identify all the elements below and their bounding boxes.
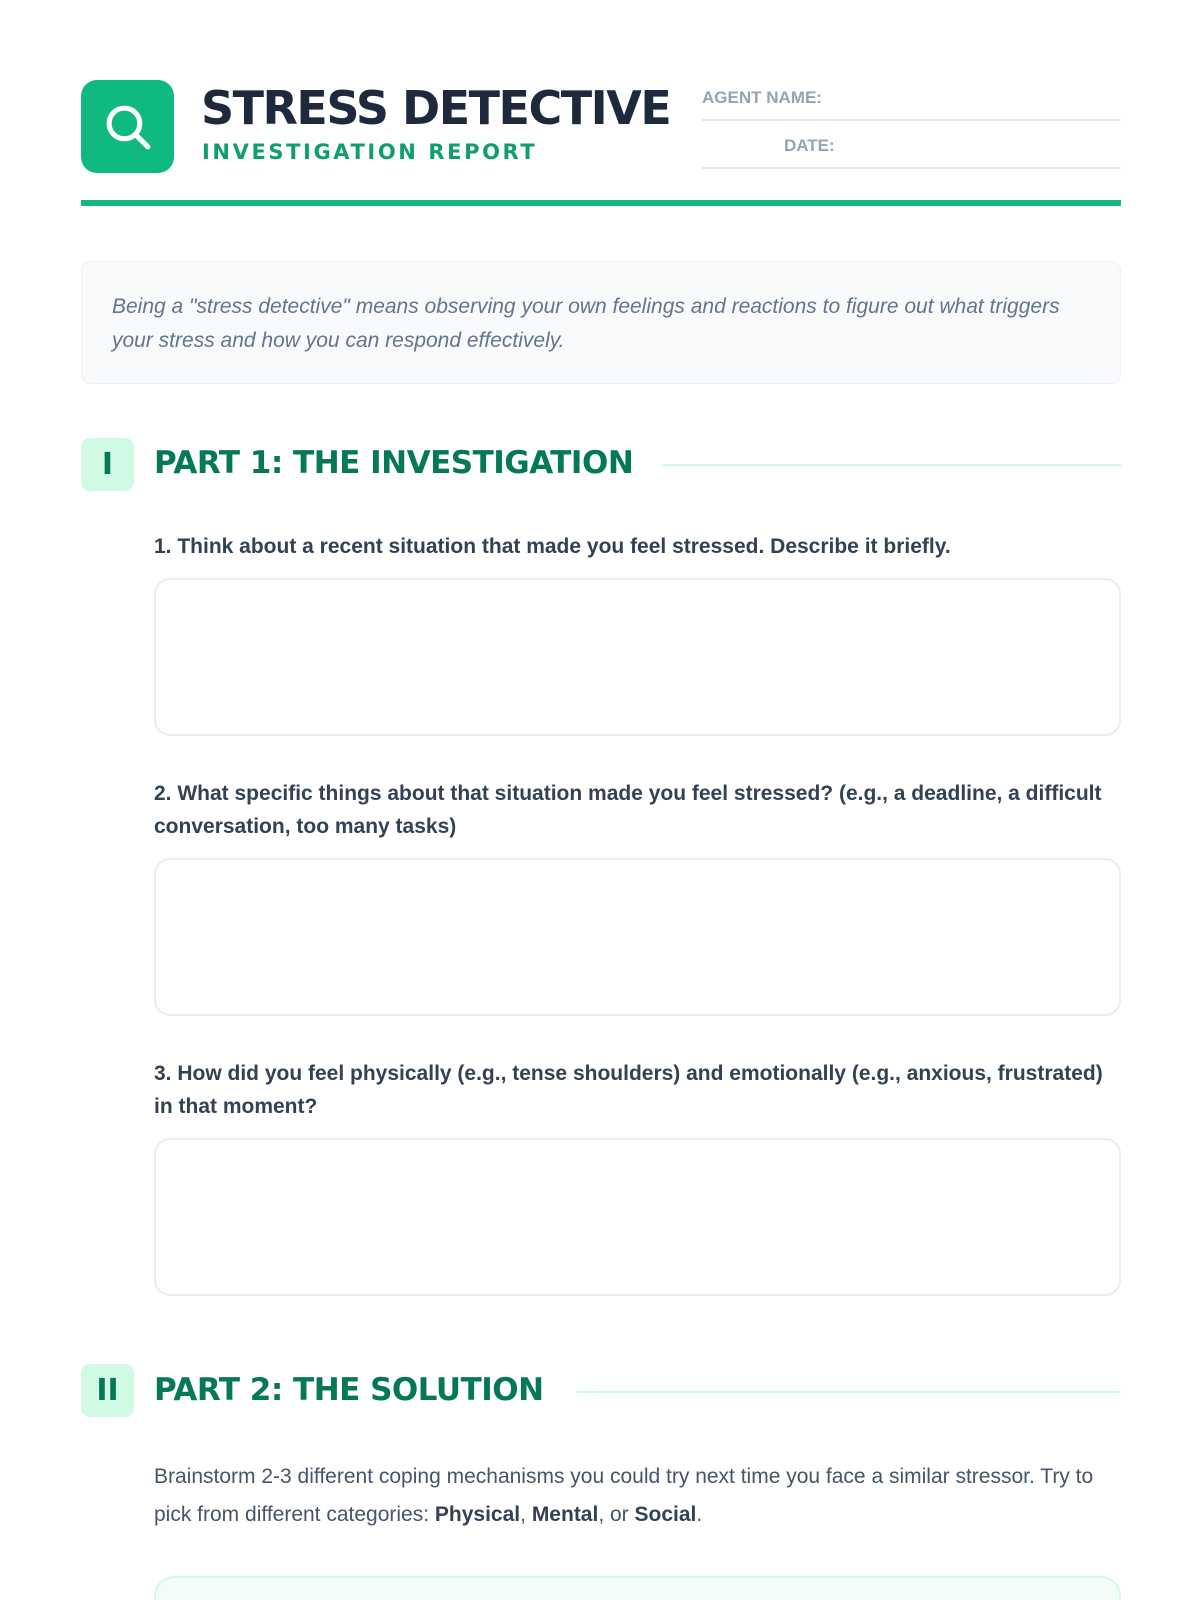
part-1-divider xyxy=(663,464,1121,466)
coping-mechanism-box[interactable] xyxy=(154,1576,1121,1600)
part-2-divider xyxy=(577,1391,1121,1393)
category-social: Social xyxy=(634,1503,697,1526)
question-2: 2. What specific things about that situation made you feel stressed? (e.g., a deadline, a difficult conversation, too many tasks) xyxy=(154,782,1102,838)
logo xyxy=(81,80,174,173)
category-physical: Physical xyxy=(434,1503,521,1526)
report-header xyxy=(81,80,1121,206)
question-3: 3. How did you feel physically (e.g., tense shoulders) and emotionally (e.g., anxious, frustrated) in that moment? xyxy=(154,1062,1103,1118)
magnifying-glass-icon xyxy=(103,102,152,151)
intro-box: Being a "stress detective" means observing your own feelings and reactions to figure out what triggers your stress and how you can respond effectively. xyxy=(81,261,1121,384)
answer-box-2[interactable] xyxy=(154,858,1121,1016)
answer-box-1[interactable] xyxy=(154,578,1121,736)
question-1: 1. Think about a recent situation that made you feel stressed. Describe it briefly. xyxy=(154,535,951,558)
part-2-badge: II xyxy=(81,1364,134,1417)
date-line xyxy=(702,167,1121,169)
page-title: STRESS DETECTIVE xyxy=(201,81,671,135)
date-label: DATE: xyxy=(784,136,835,155)
agent-name-field[interactable] xyxy=(702,88,1121,128)
part-2-title: PART 2: THE SOLUTION xyxy=(154,1372,544,1408)
part-1-title: PART 1: THE INVESTIGATION xyxy=(154,445,634,481)
agent-name-label: AGENT NAME: xyxy=(702,88,822,107)
category-mental: Mental xyxy=(531,1503,599,1526)
date-field[interactable] xyxy=(702,136,1121,176)
header-divider xyxy=(81,200,1121,206)
part-1-badge: I xyxy=(81,438,134,491)
agent-name-line xyxy=(702,119,1121,121)
page-subtitle: INVESTIGATION REPORT xyxy=(202,140,538,164)
part-2-instructions: Brainstorm 2-3 different coping mechanisms you could try next time you face a similar stressor. Try to pick from different categories: Physical, Mental, or Social. xyxy=(154,1465,1094,1526)
answer-box-3[interactable] xyxy=(154,1138,1121,1296)
